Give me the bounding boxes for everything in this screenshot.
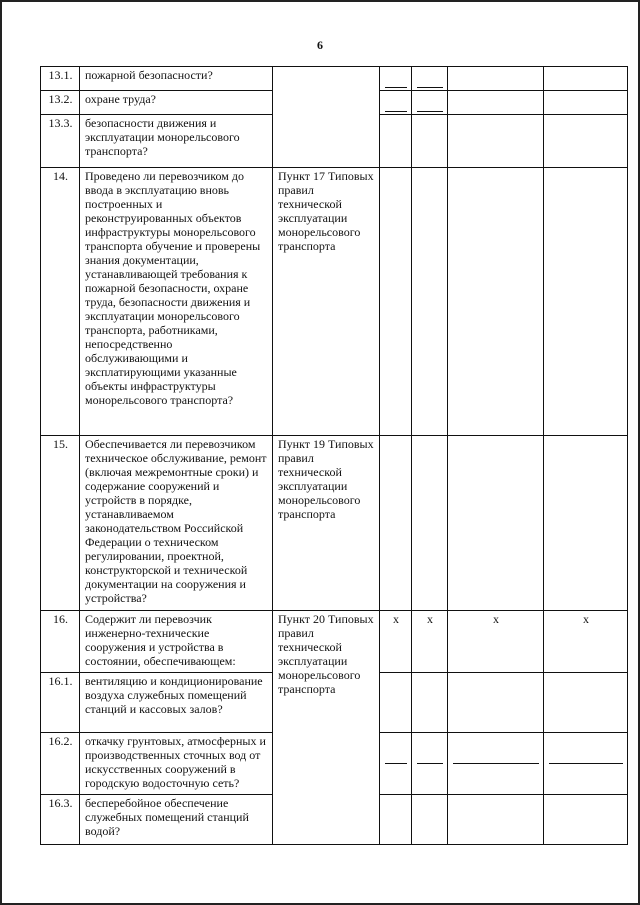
answer-na-cell	[448, 91, 544, 115]
table-row	[41, 67, 628, 91]
answer-no-cell	[412, 67, 448, 91]
answer-na-cell	[448, 733, 544, 795]
answer-yes-cell	[380, 67, 412, 91]
answer-yes-cell	[380, 115, 412, 168]
reference-cell: Пункт 20 Типовых правил технической эксплуатации монорельсового транспорта	[273, 611, 380, 845]
answer-yes-cell	[380, 795, 412, 845]
question-text: вентиляцию и кондиционирование воздуха служебных помещений станций и кассовых залов?	[80, 673, 273, 733]
notes-cell	[544, 733, 628, 795]
notes-cell	[544, 168, 628, 436]
answer-no-cell	[412, 795, 448, 845]
reference-cell: Пункт 17 Типовых правил технической эксплуатации монорельсового транспорта	[273, 168, 380, 436]
checklist-table	[40, 66, 628, 845]
answer-yes-mark: x	[380, 611, 412, 673]
row-number: 13.1.	[41, 67, 80, 91]
question-text: Содержит ли перевозчик инженерно-технические сооружения и устройства в состоянии, обеспечивающем:	[80, 611, 273, 673]
notes-cell	[544, 436, 628, 611]
row-number: 13.2.	[41, 91, 80, 115]
table-row	[41, 168, 628, 436]
answer-no-cell	[412, 168, 448, 436]
answer-na-cell	[448, 67, 544, 91]
answer-no-cell	[412, 91, 448, 115]
question-text: откачку грунтовых, атмосферных и производственных сточных вод от искусственных сооружений в городскую водосточную сеть?	[80, 733, 273, 795]
page-number: 6	[317, 38, 323, 52]
notes-cell	[544, 67, 628, 91]
row-number: 16.3.	[41, 795, 80, 845]
row-number: 14.	[41, 168, 80, 436]
answer-no-cell	[412, 436, 448, 611]
row-number: 16.1.	[41, 673, 80, 733]
answer-na-cell	[448, 673, 544, 733]
row-number: 13.3.	[41, 115, 80, 168]
notes-mark: x	[544, 611, 628, 673]
answer-na-cell	[448, 795, 544, 845]
question-text: Проведено ли перевозчиком до ввода в эксплуатацию вновь построенных и реконструированных объектов инфраструктуры монорельсового транспорта обучение и проверены знания документации, устанавливающей требования к пожарной безопасности, охране труда, безопасности движения и эксплуатации монорельсового транспорта, работниками, непосредственно обслуживающими и эксплатирующими указанные объекты инфраструктуры монорельсового транспорта?	[80, 168, 273, 436]
notes-cell	[544, 673, 628, 733]
question-text: бесперебойное обеспечение служебных помещений станций водой?	[80, 795, 273, 845]
notes-cell	[544, 115, 628, 168]
row-number: 16.2.	[41, 733, 80, 795]
row-number: 15.	[41, 436, 80, 611]
question-text: безопасности движения и эксплуатации монорельсового транспорта?	[80, 115, 273, 168]
row-number: 16.	[41, 611, 80, 673]
answer-yes-cell	[380, 733, 412, 795]
answer-no-cell	[412, 733, 448, 795]
answer-yes-cell	[380, 673, 412, 733]
answer-no-mark: x	[412, 611, 448, 673]
reference-cell: Пункт 19 Типовых правил технической эксплуатации монорельсового транспорта	[273, 436, 380, 611]
question-text: Обеспечивается ли перевозчиком техническое обслуживание, ремонт (включая межремонтные сроки) и содержание сооружений и устройств в порядке, устанавливаемом законодательством Российской Федерации о техническом регулировании, проектной, конструкторской и технической документации на сооружения и устройства?	[80, 436, 273, 611]
question-text: пожарной безопасности?	[80, 67, 273, 91]
reference-cell	[273, 67, 380, 168]
table-row	[41, 611, 628, 673]
answer-yes-cell	[380, 91, 412, 115]
answer-na-cell	[448, 168, 544, 436]
answer-na-cell	[448, 115, 544, 168]
answer-na-cell	[448, 436, 544, 611]
notes-cell	[544, 91, 628, 115]
answer-yes-cell	[380, 436, 412, 611]
notes-cell	[544, 795, 628, 845]
answer-no-cell	[412, 673, 448, 733]
answer-no-cell	[412, 115, 448, 168]
answer-yes-cell	[380, 168, 412, 436]
table-row	[41, 436, 628, 611]
question-text: охране труда?	[80, 91, 273, 115]
answer-na-mark: x	[448, 611, 544, 673]
